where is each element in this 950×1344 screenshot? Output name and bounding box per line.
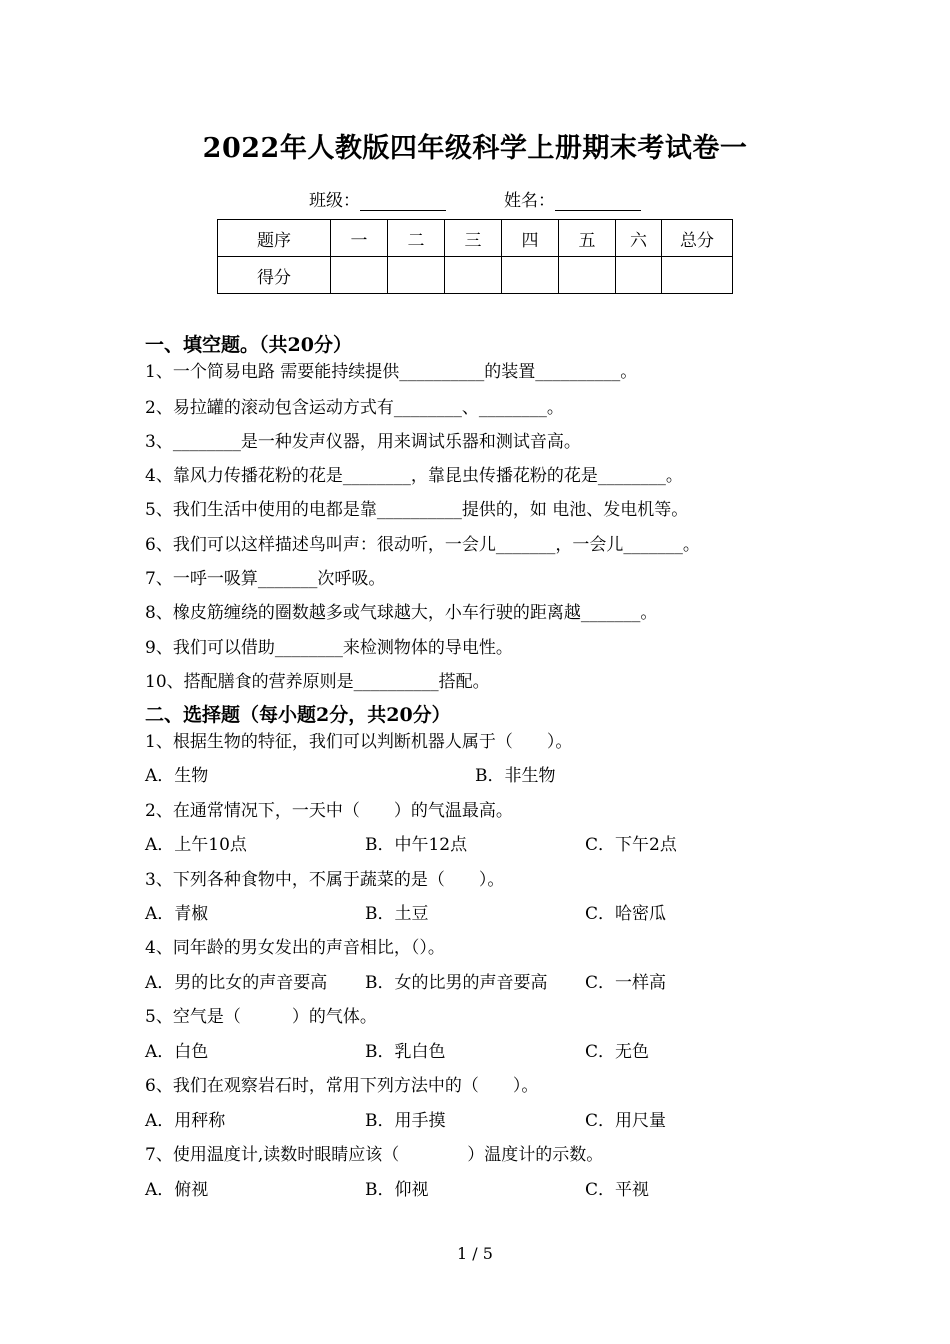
header-cell: 三 — [445, 220, 502, 257]
choice-option: A．俯视 — [145, 1180, 209, 1200]
header-cell: 总分 — [662, 220, 733, 257]
choice-question: 5、空气是（ ）的气体。 — [145, 1007, 377, 1027]
choice-option: B．土豆 — [365, 904, 429, 924]
choice-option: A．白色 — [145, 1042, 209, 1062]
student-info — [0, 186, 950, 211]
class-blank — [360, 192, 446, 211]
choice-option: A．男的比女的声音要高 — [145, 973, 328, 993]
fill-question: 5、我们生活中使用的电都是靠__________提供的，如 电池、发电机等。 — [145, 500, 689, 520]
fill-question: 6、我们可以这样描述鸟叫声：很动听，一会儿_______，一会儿_______。 — [145, 535, 700, 555]
choice-option: B．乳白色 — [365, 1042, 446, 1062]
choice-option: C．用尺量 — [585, 1111, 667, 1131]
choice-option: B．中午12点 — [365, 835, 468, 855]
choice-option: A．生物 — [145, 766, 209, 786]
choice-option: C．平视 — [585, 1180, 650, 1200]
choice-option: B．非生物 — [475, 766, 556, 786]
score-cell — [331, 257, 388, 294]
choice-question: 2、在通常情况下，一天中（ ）的气温最高。 — [145, 801, 513, 821]
choice-question: 4、同年龄的男女发出的声音相比，（）。 — [145, 938, 445, 958]
header-cell: 六 — [616, 220, 662, 257]
choice-question: 1、根据生物的特征，我们可以判断机器人属于（ ）。 — [145, 732, 573, 752]
score-table-header-row — [218, 220, 733, 257]
name-label: 姓名： — [504, 191, 555, 211]
row-label-cell: 得分 — [218, 257, 331, 294]
score-cell — [445, 257, 502, 294]
section1-title: 一、填空题。（共20分） — [145, 334, 352, 356]
choice-option: C．一样高 — [585, 973, 667, 993]
score-cell — [502, 257, 559, 294]
page-title: 2022年人教版四年级科学上册期末考试卷一 — [202, 133, 748, 164]
header-cell: 二 — [388, 220, 445, 257]
choice-option: A．青椒 — [145, 904, 209, 924]
fill-question: 7、一呼一吸算_______次呼吸。 — [145, 569, 386, 589]
header-cell: 四 — [502, 220, 559, 257]
fill-question: 2、易拉罐的滚动包含运动方式有________、________。 — [145, 398, 564, 418]
fill-question: 1、一个简易电路 需要能持续提供__________的装置__________。 — [145, 362, 638, 382]
header-cell: 五 — [559, 220, 616, 257]
fill-question: 3、________是一种发声仪器，用来调试乐器和测试音高。 — [145, 432, 581, 452]
fill-question: 4、靠风力传播花粉的花是________，靠昆虫传播花粉的花是________。 — [145, 466, 683, 486]
header-cell: 一 — [331, 220, 388, 257]
choice-question: 7、使用温度计,读数时眼睛应该（ ）温度计的示数。 — [145, 1145, 604, 1165]
score-cell — [662, 257, 733, 294]
score-table — [217, 219, 733, 294]
choice-option: B．仰视 — [365, 1180, 429, 1200]
score-cell — [559, 257, 616, 294]
choice-option: B．女的比男的声音要高 — [365, 973, 548, 993]
name-blank — [555, 192, 641, 211]
score-cell — [388, 257, 445, 294]
choice-option: C．哈密瓜 — [585, 904, 667, 924]
choice-question: 6、我们在观察岩石时，常用下列方法中的（ ）。 — [145, 1076, 539, 1096]
choice-option: A．上午10点 — [145, 835, 247, 855]
choice-option: C．无色 — [585, 1042, 650, 1062]
score-cell — [616, 257, 662, 294]
choice-option: C．下午2点 — [585, 835, 677, 855]
section2-title: 二、选择题（每小题2分，共20分） — [145, 704, 451, 726]
class-label: 班级： — [309, 191, 360, 211]
fill-question: 8、橡皮筋缠绕的圈数越多或气球越大，小车行驶的距离越_______。 — [145, 603, 658, 623]
fill-question: 10、搭配膳食的营养原则是__________搭配。 — [145, 672, 490, 692]
score-table-score-row — [218, 257, 733, 294]
page-number: 1 / 5 — [457, 1244, 493, 1263]
choice-question: 3、下列各种食物中，不属于蔬菜的是（ ）。 — [145, 870, 505, 890]
choice-option: A．用秤称 — [145, 1111, 226, 1131]
header-cell: 题序 — [218, 220, 331, 257]
choice-option: B．用手摸 — [365, 1111, 446, 1131]
fill-question: 9、我们可以借助________来检测物体的导电性。 — [145, 638, 513, 658]
